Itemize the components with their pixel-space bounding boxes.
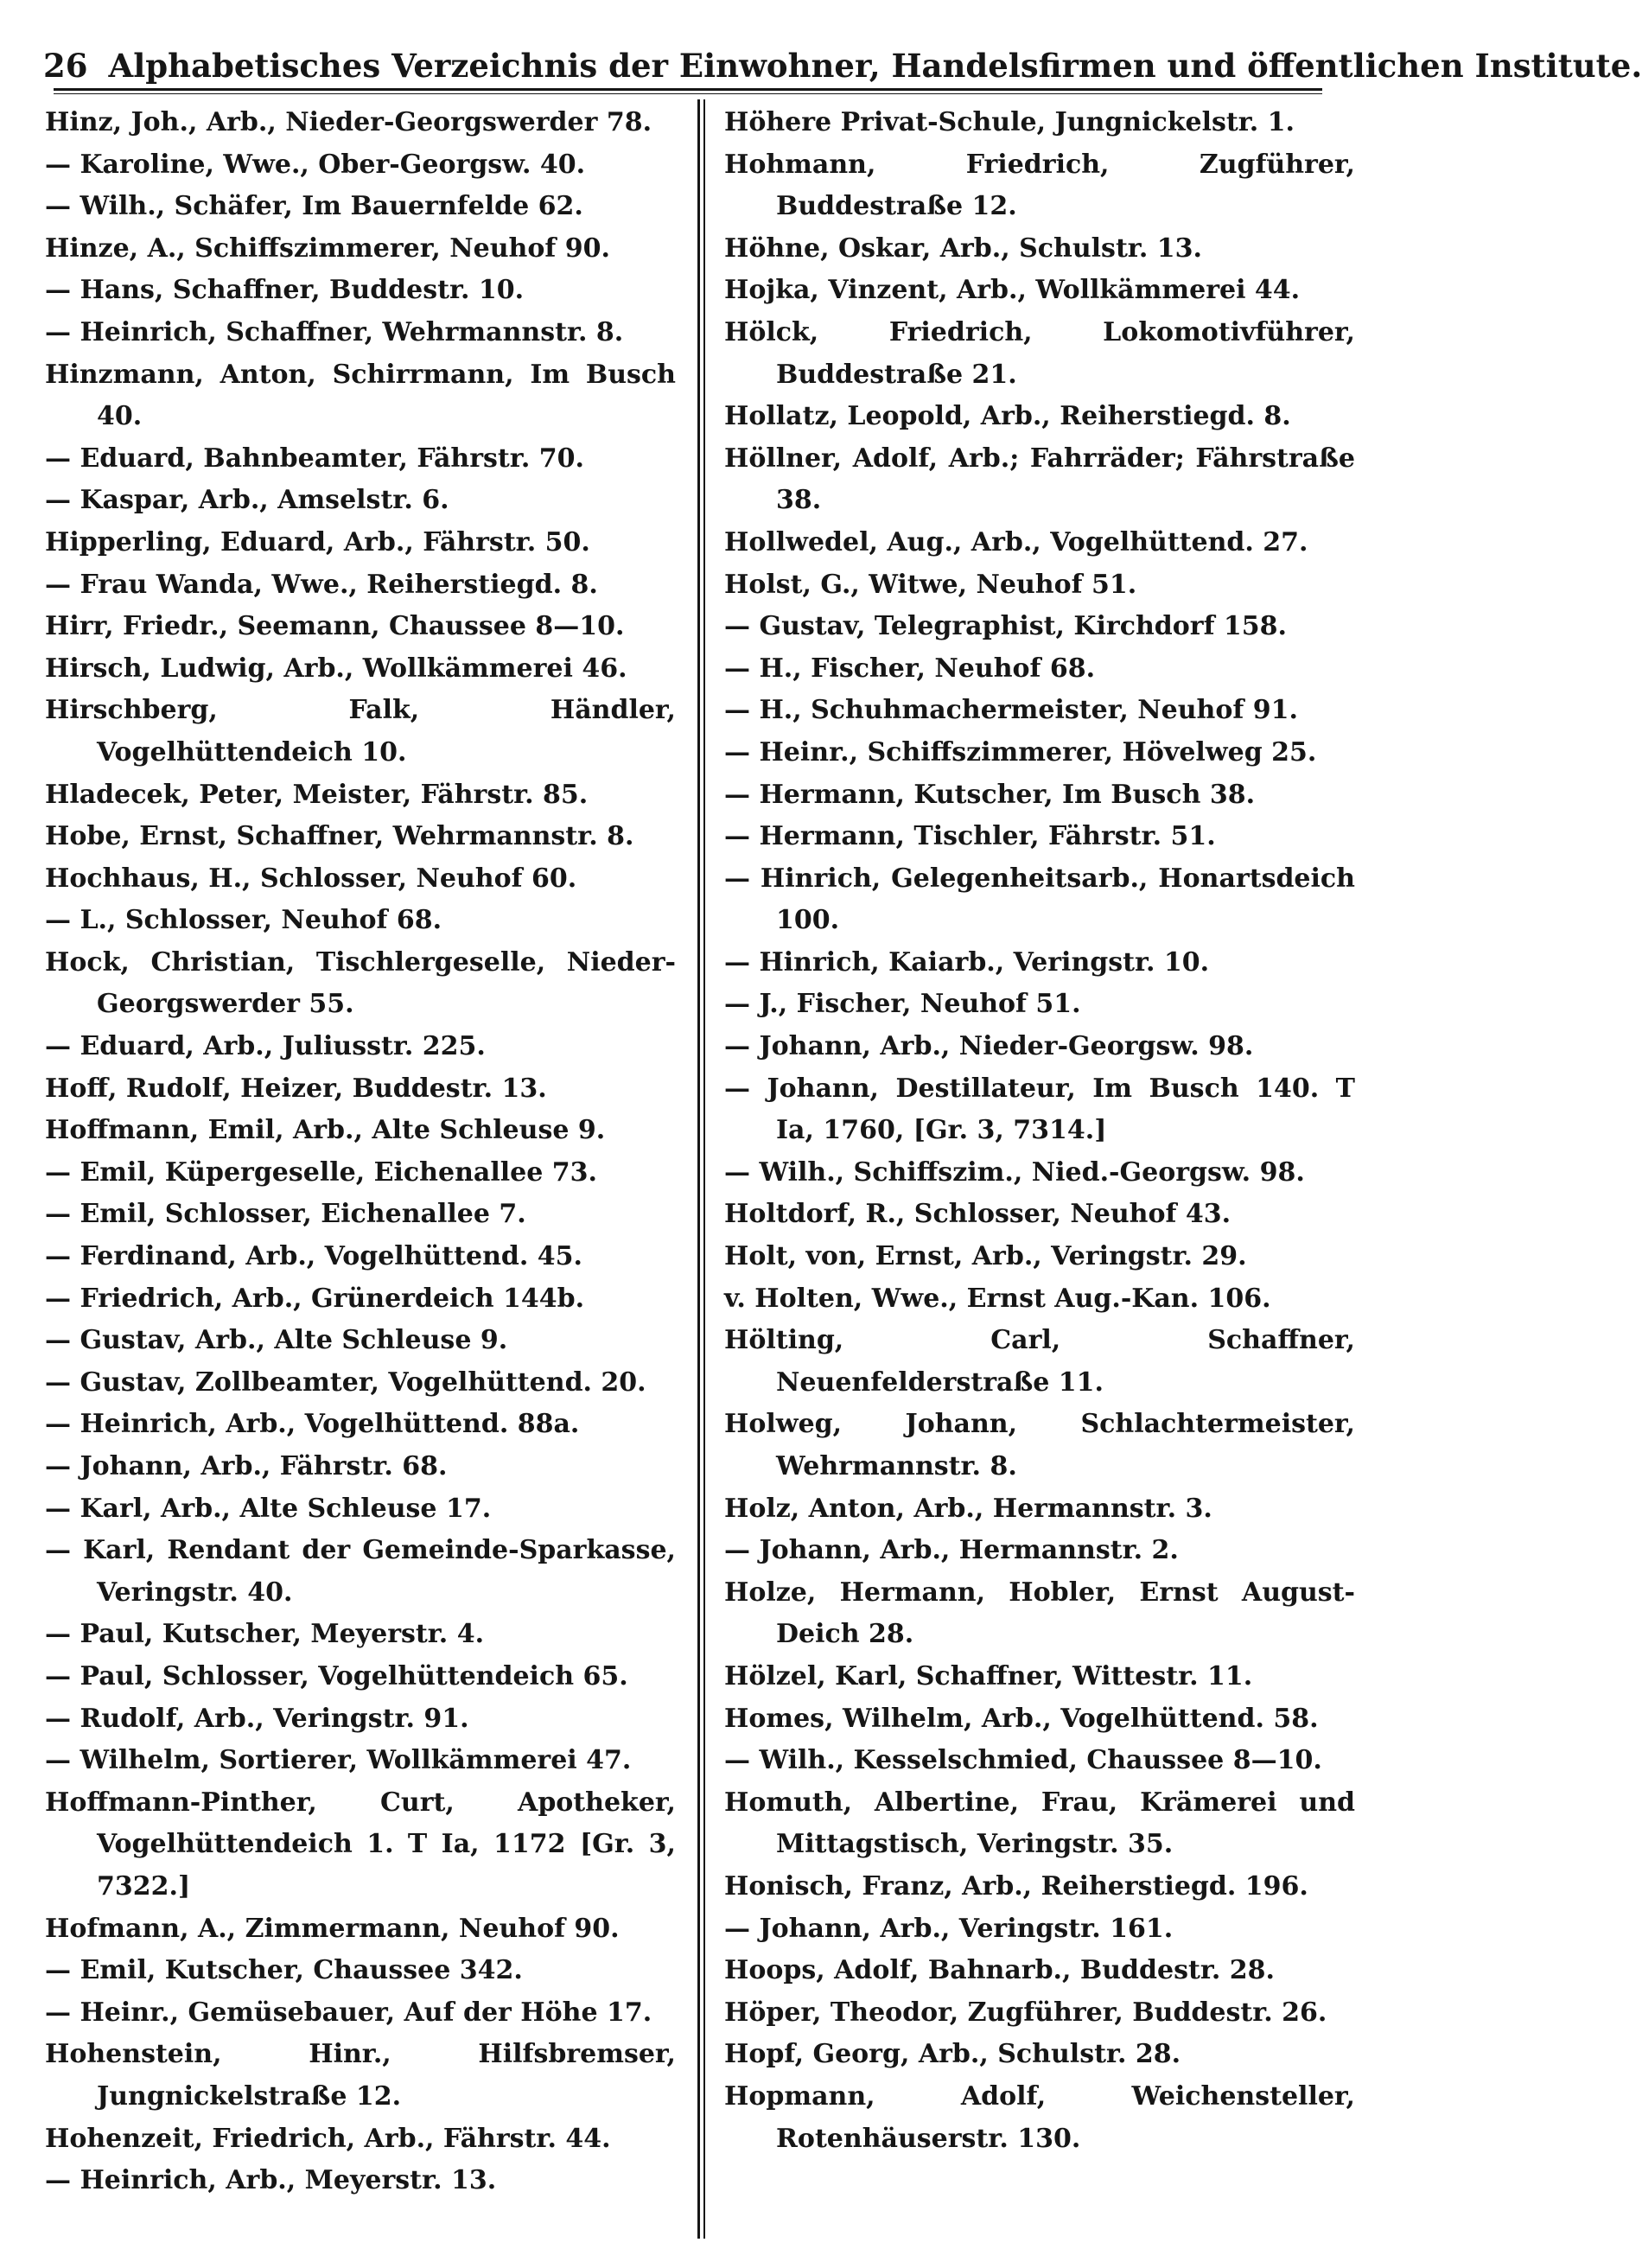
directory-entry: — Johann, Destillateur, Im Busch 140. T Ia, 1760, [Gr. 3, 7314.] (724, 1073, 1355, 1146)
directory-entry: Hölting, Carl, Schaffner, Neuenfelderstraße 11. (724, 1325, 1355, 1398)
directory-entry: — Johann, Arb., Nieder-Georgsw. 98. (724, 1031, 1254, 1062)
directory-entry: — H., Schuhmachermeister, Neuhof 91. (724, 695, 1298, 726)
directory-entry: — Hinrich, Kaiarb., Veringstr. 10. (724, 946, 1210, 978)
directory-entry: — Wilh., Kesselschmied, Chaussee 8—10. (724, 1745, 1322, 1776)
header-rule (54, 88, 1322, 91)
directory-entry: — Karl, Arb., Alte Schleuse 17. (45, 1493, 492, 1524)
directory-entry: — Eduard, Bahnbeamter, Fährstr. 70. (45, 443, 584, 474)
directory-entry: — Hinrich, Gelegenheitsarb., Honartsdeich 100. (724, 863, 1355, 936)
directory-entry: Hölck, Friedrich, Lokomotivführer, Buddestraße 21. (724, 316, 1355, 390)
directory-entry: Hojka, Vinzent, Arb., Wollkämmerei 44. (724, 275, 1301, 306)
directory-entry: Höhere Privat-Schule, Jungnickelstr. 1. (724, 107, 1295, 137)
column-divider (697, 99, 700, 2239)
directory-entry: — Hermann, Tischler, Fährstr. 51. (724, 821, 1216, 852)
directory-entry: Holweg, Johann, Schlachtermeister, Wehrmannstr. 8. (724, 1409, 1355, 1481)
directory-entry: Homuth, Albertine, Frau, Krämerei und Mittagstisch, Veringstr. 35. (724, 1787, 1355, 1860)
directory-entry: Hohenzeit, Friedrich, Arb., Fährstr. 44. (45, 2123, 611, 2154)
directory-entry: Hofmann, A., Zimmermann, Neuhof 90. (45, 1913, 620, 1944)
directory-entry: Holze, Hermann, Hobler, Ernst August-Deich 28. (724, 1577, 1355, 1650)
directory-entry: — H., Fischer, Neuhof 68. (724, 653, 1096, 684)
directory-entry: Hinz, Joh., Arb., Nieder-Georgswerder 78. (45, 107, 652, 137)
directory-entry: Holz, Anton, Arb., Hermannstr. 3. (724, 1493, 1212, 1524)
directory-entry: — Gustav, Arb., Alte Schleuse 9. (45, 1325, 508, 1356)
directory-entry: — Emil, Küpergeselle, Eichenallee 73. (45, 1156, 597, 1188)
column-divider-secondary (703, 99, 705, 2239)
directory-entry: — J., Fischer, Neuhof 51. (724, 989, 1081, 1020)
directory-entry: — Heinrich, Arb., Vogelhüttend. 88a. (45, 1409, 580, 1440)
directory-entry: — Karl, Rendant der Gemeinde-Sparkasse, Veringstr. 40. (45, 1535, 676, 1608)
directory-entry: Honisch, Franz, Arb., Reiherstiegd. 196. (724, 1870, 1308, 1902)
directory-entry: Höllner, Adolf, Arb.; Fahrräder; Fährstraße 38. (724, 443, 1355, 516)
directory-entry: Hopf, Georg, Arb., Schulstr. 28. (724, 2039, 1181, 2070)
directory-entry: Höhne, Oskar, Arb., Schulstr. 13. (724, 233, 1202, 264)
directory-entry: — Gustav, Telegraphist, Kirchdorf 158. (724, 611, 1287, 642)
directory-entry: — Karoline, Wwe., Ober-Georgsw. 40. (45, 149, 586, 180)
directory-entry: — Wilh., Schäfer, Im Bauernfelde 62. (45, 191, 583, 222)
directory-entry: — Emil, Kutscher, Chaussee 342. (45, 1955, 523, 1986)
directory-entry: — Heinrich, Schaffner, Wehrmannstr. 8. (45, 316, 624, 347)
directory-entry: Hohenstein, Hinr., Hilfsbremser, Jungnickelstraße 12. (45, 2039, 676, 2112)
directory-entry: — Wilhelm, Sortierer, Wollkämmerei 47. (45, 1745, 632, 1776)
directory-entry: — Paul, Kutscher, Meyerstr. 4. (45, 1619, 485, 1650)
directory-entry: Hirsch, Ludwig, Arb., Wollkämmerei 46. (45, 653, 627, 684)
directory-entry: — Heinr., Schiffszimmerer, Hövelweg 25. (724, 736, 1317, 768)
directory-entry: — Johann, Arb., Veringstr. 161. (724, 1913, 1174, 1944)
directory-entry: Hohmann, Friedrich, Zugführer, Buddestraße 12. (724, 149, 1355, 222)
directory-entry: Hochhaus, H., Schlosser, Neuhof 60. (45, 863, 577, 894)
directory-entry: — Hans, Schaffner, Buddestr. 10. (45, 275, 525, 306)
directory-entry: Hoff, Rudolf, Heizer, Buddestr. 13. (45, 1073, 547, 1104)
directory-entry: — Heinr., Gemüsebauer, Auf der Höhe 17. (45, 1997, 652, 2028)
directory-entry: — Eduard, Arb., Juliusstr. 225. (45, 1031, 486, 1062)
directory-entry: Hollwedel, Aug., Arb., Vogelhüttend. 27. (724, 526, 1308, 557)
directory-entry: Hoffmann-Pinther, Curt, Apotheker, Vogelhüttendeich 1. T Ia, 1172 [Gr. 3, 7322.] (45, 1787, 676, 1902)
directory-entry: Hinzmann, Anton, Schirrmann, Im Busch 40. (45, 359, 676, 432)
directory-entry: — Wilh., Schiffszim., Nied.-Georgsw. 98. (724, 1156, 1305, 1188)
right-column (724, 102, 1355, 2160)
directory-entry: Hipperling, Eduard, Arb., Fährstr. 50. (45, 526, 590, 557)
directory-entry: — L., Schlosser, Neuhof 68. (45, 905, 442, 936)
directory-entry: Holtdorf, R., Schlosser, Neuhof 43. (724, 1199, 1232, 1230)
directory-entry: Hoffmann, Emil, Arb., Alte Schleuse 9. (45, 1115, 606, 1146)
directory-entry: — Friedrich, Arb., Grünerdeich 144b. (45, 1283, 585, 1314)
directory-entry: v. Holten, Wwe., Ernst Aug.-Kan. 106. (724, 1283, 1271, 1314)
directory-entry: — Gustav, Zollbeamter, Vogelhüttend. 20. (45, 1367, 646, 1398)
directory-entry: Homes, Wilhelm, Arb., Vogelhüttend. 58. (724, 1703, 1319, 1734)
directory-entry: Holt, von, Ernst, Arb., Veringstr. 29. (724, 1241, 1247, 1272)
directory-entry: — Paul, Schlosser, Vogelhüttendeich 65. (45, 1660, 628, 1691)
directory-entry: Holst, G., Witwe, Neuhof 51. (724, 569, 1137, 600)
header-rule-thin (54, 93, 1322, 94)
directory-entry: Hollatz, Leopold, Arb., Reiherstiegd. 8. (724, 401, 1291, 432)
directory-entry: — Rudolf, Arb., Veringstr. 91. (45, 1703, 469, 1734)
page-title: Alphabetisches Verzeichnis der Einwohner, Handelsfirmen und öffentlichen Institute. (108, 47, 1642, 85)
directory-entry: Hopmann, Adolf, Weichensteller, Rotenhäuserstr. 130. (724, 2080, 1355, 2154)
directory-entry: — Frau Wanda, Wwe., Reiherstiegd. 8. (45, 569, 598, 600)
directory-entry: Hoops, Adolf, Bahnarb., Buddestr. 28. (724, 1955, 1275, 1986)
directory-entry: Hinze, A., Schiffszimmerer, Neuhof 90. (45, 233, 610, 264)
directory-entry: Hladecek, Peter, Meister, Fährstr. 85. (45, 779, 589, 810)
directory-entry: Hölzel, Karl, Schaffner, Wittestr. 11. (724, 1660, 1253, 1691)
directory-entry: Hirr, Friedr., Seemann, Chaussee 8—10. (45, 611, 625, 642)
directory-entry: — Kaspar, Arb., Amselstr. 6. (45, 485, 449, 516)
page-header (43, 41, 1642, 85)
directory-entry: Höper, Theodor, Zugführer, Buddestr. 26. (724, 1997, 1327, 2028)
directory-entry: Hock, Christian, Tischlergeselle, Nieder-Georgswerder 55. (45, 946, 676, 1020)
left-column (45, 102, 676, 2202)
directory-entry: Hobe, Ernst, Schaffner, Wehrmannstr. 8. (45, 821, 634, 852)
directory-entry: — Heinrich, Arb., Meyerstr. 13. (45, 2165, 497, 2196)
directory-entry: Hirschberg, Falk, Händler, Vogelhüttendeich 10. (45, 695, 676, 768)
directory-entry: — Johann, Arb., Fährstr. 68. (45, 1451, 448, 1481)
directory-entry: — Johann, Arb., Hermannstr. 2. (724, 1535, 1179, 1566)
directory-entry: — Ferdinand, Arb., Vogelhüttend. 45. (45, 1241, 582, 1272)
page-number: 26 (43, 47, 88, 85)
directory-entry: — Hermann, Kutscher, Im Busch 38. (724, 779, 1256, 810)
directory-entry: — Emil, Schlosser, Eichenallee 7. (45, 1199, 526, 1230)
